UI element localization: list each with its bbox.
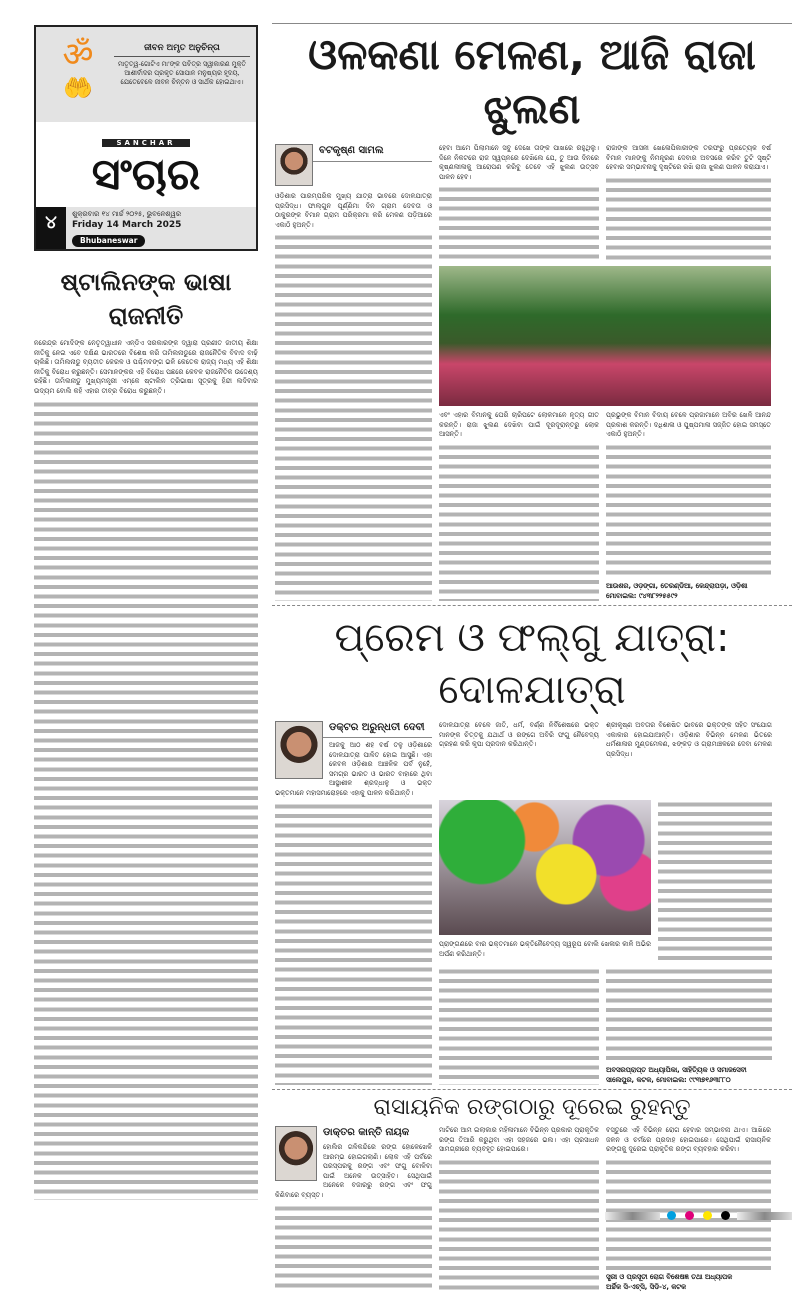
- text-lines: [275, 233, 432, 601]
- masthead: [34, 25, 258, 251]
- author-photo: [275, 721, 323, 779]
- text-lines: [34, 400, 258, 1200]
- om-symbol: ॐ: [42, 35, 114, 75]
- article1-column1: [275, 144, 432, 601]
- cyan-dot-icon: [667, 1211, 676, 1220]
- text-lines: [606, 443, 771, 579]
- article2-column2-cont: [439, 967, 599, 1085]
- quote-panel: [36, 27, 256, 122]
- text-lines: [275, 802, 432, 1085]
- article1-col3-cont: ପ୍ରଭୁଙ୍କ ବିମାନ ବିଦାୟ ବେଳେ ପ୍ରଜାମାନେ ଅବିର ଖେଳି ଆନନ୍ଦ ପ୍ରକାଶ କରନ୍ତି। ଦଧିଶାଳା ଓ ପୁଷ୍ପମାଳା ସଜ୍ଜିତ ହୋଇ ସମସ୍ତେ ଏକାଠି ହୁଅନ୍ତି।: [606, 411, 771, 440]
- author-header: [275, 721, 432, 799]
- article1-column3-cont: [606, 411, 771, 601]
- article1-author: ବଟକୃଷ୍ଣ ସାମଲ: [275, 144, 432, 158]
- left-article-body: ନରେନ୍ଦ୍ର ମୋଦିଙ୍କ ନେତୃତ୍ୱାଧୀନ ଏନ୍‌ଡିଏ ସରକାରଙ୍କ ଦ୍ୱାରା ପ୍ରଣୀତ ଜାତୀୟ ଶିକ୍ଷା ନୀତିକୁ ନେଇ ଏବେ ଦକ୍ଷିଣ ଭାରତରେ ବିଶେଷ କରି ତାମିଲନାଡୁରେ ରାଜନୈତିକ ବିବାଦ ବାଢ଼ି ଚାଲିଛି। ତାମିଲନାଡୁ ବ୍ୟତୀତ କେରଳ ଓ ପଶ୍ଚିମବଙ୍ଗ ଭଳି କେତେକ ରାଜ୍ୟ ମଧ୍ୟ ଏହି ଶିକ୍ଷା ନୀତିକୁ ବିରୋଧ କରୁଛନ୍ତି। ସେମାନଙ୍କର ଏହି ବିରୋଧ ପଛରେ କେବଳ ରାଜନୈତିକ ଉଦ୍ଦେଶ୍ୟ ରହିଛି। ତାମିଲନାଡୁ ମୁଖ୍ୟମନ୍ତ୍ରୀ ଏମ୍‌କେ ଷ୍ଟାଲିନ ତ୍ରିଭାଷା ସୂତ୍ରକୁ ହିନ୍ଦୀ ଲଦିବାର ଉଦ୍ୟମ ବୋଲି କହି ଏହାର ତୀବ୍ର ବିରୋଧ କରୁଛନ୍ତି।: [34, 339, 258, 397]
- text-lines: [658, 800, 772, 962]
- magenta-dot-icon: [685, 1211, 694, 1220]
- text-lines: [439, 443, 599, 601]
- left-column: [34, 25, 258, 1200]
- article2-author: ଡକ୍ଟର ଅରୁନ୍ଧତୀ ଦେବୀ: [275, 721, 432, 735]
- signoff-address: ଆଉଶର, ଓଡ଼ଙ୍ଗା, ତେରଣ୍ଡିଆ, କେନ୍ଦ୍ରାପଡ଼ା, ଓଡ଼ିଶା: [606, 582, 771, 592]
- text-lines: [439, 967, 599, 1085]
- author-photo: [275, 144, 313, 186]
- date-row: [72, 219, 252, 247]
- top-rule: [272, 23, 792, 24]
- black-dot-icon: [721, 1211, 730, 1220]
- logo-odia: ସଂଚାର: [36, 149, 256, 201]
- quote-title: ଜୀବନ ଅମୃତ ଅନୁଚିନ୍ତା: [114, 43, 250, 57]
- hands-icon: 🤲: [42, 75, 114, 101]
- article3-col2: ମାଟିରେ ଆମ ଇଲାକାର ମହିଳାମାନେ ବିଭିନ୍ନ ପ୍ରକାର ପ୍ରାକୃତିକ ରଙ୍ଗ ତିଆରି କରୁଥିବା ଏହା ସହଜରେ ଭଲ। ଏହା ପ୍ରସାଧନ ସାମଗ୍ରୀରେ ବ୍ୟବହୃତ ହୋଇପାରେ।: [439, 1126, 599, 1155]
- article3-col3: ବସ୍ତୁରେ ଏହି ବିଭିନ୍ନ ରୋଗ ହେବାର ସମ୍ଭାବନା ଥାଏ। ଆଖିରେ ଜଳନ ଓ ଚର୍ମରେ ପ୍ରଦାହ ହୋଇପାରେ। ସେଥିପାଇଁ ରାସାୟନିକ ରଙ୍ଗକୁ ଦୂରେଇ ପ୍ରାକୃତିକ ରଙ୍ଗ ବ୍ୟବହାର କରିବା।: [606, 1126, 771, 1155]
- article2-col2-cont: ପ୍ରାଙ୍ଗଣରେ ବାର ଭକ୍ତମାନେ ଭକ୍ତିନୈବେଦ୍ୟ ସ୍ୱରୂପ ବୋଲି ଖେଳାର କାଳି ଅଭିର ଅର୍ପଣ କରିଥାନ୍ତି।: [439, 940, 651, 959]
- article3-signoff: [606, 1273, 771, 1292]
- signoff-phone: ମୋବାଇଲ: ୯୪୩୮୨୨୫୫୯୨: [606, 592, 771, 602]
- text-lines: [606, 967, 772, 1063]
- article2-col1: ଆଜକୁ ଆଠ ଶହ ବର୍ଷ ତଳୁ ଓଡ଼ିଶାରେ ଦୋଳଯାତ୍ରା ପାଳିତ ହୋଇ ଆସୁଛି। ଏହା କେବଳ ଓଡ଼ିଶାର ଆଞ୍ଚଳିକ ପର୍ବ ନୁହେଁ, ସମଗ୍ର ଭାରତ ଓ ଭାରତ ବାହାରେ ଥିବା ଆସ୍ଥାଶୀଳ ଶ୍ରଦ୍ଧାଳୁ ଓ ଭକ୍ତ ଭକ୍ତମାନେ ମହାସମାରୋହରେ ଏହାକୁ ପାଳନ କରିଥାନ୍ତି।: [275, 741, 432, 799]
- article2: [272, 721, 792, 1085]
- article3-headline: ରାସାୟନିକ ରଙ୍ଗଠାରୁ ଦୂରେଇ ରୁହନ୍ତୁ: [272, 1094, 792, 1122]
- photo-caption-area: [439, 940, 651, 962]
- date-bar: [36, 207, 256, 249]
- date-english: Friday 14 March 2025: [72, 219, 181, 231]
- left-article-headline: ଷ୍ଟାଲିନଙ୍କ ଭାଷା ରାଜନୀତି: [34, 265, 258, 333]
- left-article: [34, 339, 258, 1200]
- signoff-address: ସାଲେପୁର, କଟକ, ମୋବାଇଲ: ୯୯୩୭୧୬୩୮୮୦: [606, 1076, 772, 1086]
- logo-english: SANCHAR: [102, 139, 189, 147]
- article1-column2-cont: [439, 411, 599, 601]
- article2-column3-beside-photo: [658, 800, 772, 962]
- signoff-title: ସ୍ତ୍ରୀ ଓ ପ୍ରସୂତୀ ରୋଗ ବିଶେଷଜ୍ଞ ତଥା ଅଧ୍ୟାପକ: [606, 1273, 771, 1283]
- article2-column2: [439, 721, 599, 795]
- text-lines: [439, 185, 599, 261]
- article2-headline: ପ୍ରେମ ଓ ଫଲ୍‌ଗୁ ଯାତ୍ରା: ଦୋଳଯାତ୍ରା: [272, 612, 792, 716]
- article2-column3: [606, 721, 772, 795]
- divider: [272, 1089, 792, 1090]
- date-odia: ଶୁକ୍ରବାର ୧୪ ମାର୍ଚ୍ଚ ୨୦୨୫, ଭୁବନେଶ୍ୱର: [72, 209, 252, 219]
- article2-column3-cont: [606, 967, 772, 1085]
- text-lines: [439, 1158, 599, 1292]
- date-info: [66, 207, 256, 249]
- holi-colors-photo: [439, 800, 651, 935]
- city-badge: Bhubaneswar: [72, 235, 145, 247]
- rath-festival-photo: [439, 266, 771, 406]
- article1-headline: ଓଳକଣା ମେଳଣ, ଆଜି ରାଜା ଝୁଲଣ: [272, 28, 792, 136]
- article2-col2: ଦୋଳଯାତ୍ରା ବେଳେ ଜାତି, ଧର୍ମ, ବର୍ଣ୍ଣ ନିର୍ବିଶେଷରେ ଭକ୍ତ ମାନଙ୍କ ଚିତ୍ତକୁ ଯଥାର୍ଥ ଓ ରଙ୍ଗେ ଅବିରି ଫଗୁ ନୈବେଦ୍ୟ ଗ୍ରହଣ କରି କୃପା ପ୍ରଦାନ କରିଥାନ୍ତି।: [439, 721, 599, 750]
- article1-col1: ଓଡ଼ିଶାର ପାରମ୍ପରିକ ମୁଖ୍ୟ ଯାତ୍ରା ଭାବରେ ଦୋଳଯାତ୍ରା ପ୍ରସିଦ୍ଧ। ଫାଲ୍‌ଗୁନ ପୂର୍ଣ୍ଣିମା ଦିନ ଗ୍ରାମ ଦେବତା ଓ ଠାକୁରଙ୍କ ବିମାନ ଗ୍ରାମ ପରିକ୍ରମା କରି ମେଳଣ ପଡ଼ିଆରେ ଏକାଠି ହୁଅନ୍ତି।: [275, 192, 432, 230]
- article2-column1: [275, 721, 432, 1085]
- om-hands-icon: [42, 35, 114, 114]
- signoff-title: ଅବସରପ୍ରାପ୍ତ ଅଧ୍ୟାପିକା, ସାହିତ୍ୟିକ ଓ ସମାଜସେବୀ: [606, 1066, 772, 1076]
- article2-col3: ଶ୍ରୀକୃଷ୍ଣ ଅବତାର ବିଶେଷିତ ଭାବରେ ଭକ୍ତଙ୍କ ସହିତ ସଂଯୋଗ ଏକାକାର ହୋଇଯାଆନ୍ତି। ଓଡ଼ିଶାର ବିଭିନ୍ନ ମେଳଣ ଭିତରେ ଧର୍ମଶାଳାର ମୁଣ୍ଡମେଳଣ, ଝଙ୍କଡ଼ ଓ ଗ୍ରାମାଞ୍ଚଳରେ ଦେବା ମେଳଣ ପ୍ରସିଦ୍ଧ।: [606, 721, 772, 759]
- divider: [272, 605, 792, 606]
- daily-quote: [114, 35, 250, 114]
- quote-text: ମାତୃତ୍ୱ-ଗୋଟିଏ ମା'ଙ୍କ ପବିତ୍ର ସ୍ୱୀକାରଣ ମୁକ୍ତି ଆଶୀର୍ବାଦର ପ୍ରକୃତ ସୋପାନ ମନୁଷ୍ୟର ହୃଦୟ, ଯେତେବେଳେ ଜୀବନ ଚିନ୍ତନ ଓ ସାର୍ଥକ ହୋଇଥାଏ।: [114, 60, 250, 87]
- article1-col3: ରାଜାଙ୍କ ଆସନୀ ଖେଳୋପିକାରୀଙ୍କ ତରଫରୁ ପ୍ରତ୍ୟେକ ବର୍ଷ ବିମାନ ମାନଙ୍କୁ ନିମନ୍ତ୍ରଣ ଦେବାର ଅବସରେ କରିବ ତୁଟି ସୃଷ୍ଟି ହେବାର ସମ୍ଭାବନାକୁ ଦୃଷ୍ଟିରେ ରଖି ରାଜା ଝୁଲଣ ପାଳନ କରାଯାଏ।: [606, 144, 771, 173]
- article1-col2: ହେବା ଆମେ ପିଲାମାନେ ସବୁ ଦେଖେ ତାଙ୍କ ପାଖରେ ରହୁଥିଲୁ। ଦିନେ ନିକଟରେ ରାଜ ସ୍ୱପ୍ନରେ ଦେଖିଲେ ଯେ, ତୁ ଆଉ ଦିନରେ କୃଷ୍ଣଲୀଳାକୁ ଆରୋପଣ କରିବୁ ତେବେ ଏହି ଝୁଲଣ ଉତ୍ସବ ପାଳନ ହେବ।: [439, 144, 599, 182]
- gray-scale-bar: [737, 1212, 792, 1220]
- text-lines: [606, 176, 771, 261]
- article1-col2-cont: ଏବଂ ଏହାର ବିମାନକୁ ଘେରି ଚାରିପଟେ ଲୋକମାନେ ନୃତ୍ୟ ଗୀତ କରନ୍ତି। ରାଜା ଝୁଲଣ ଦେଖିବା ପାଇଁ ଦୂରଦୂରାନ୍ତରୁ ଲୋକ ଆସନ୍ତି।: [439, 411, 599, 440]
- article1-signoff: [606, 582, 771, 601]
- yellow-dot-icon: [703, 1211, 712, 1220]
- article3-col1: ହୋଲିର ଗଳିକନ୍ଦିରେ ରଙ୍ଗ ହୋଳେଖେଳି ଆରମ୍ଭ ହୋଇଗଲାଣି। ଲୋକ ଏହି ପର୍ବରେ ପରସ୍ପରକୁ ରଙ୍ଗ ଏବଂ ଫଗୁ ବୋଳିବା ପାଇଁ ଅନେକ ଉତ୍ସାହିତ। ସେଥିପାଇଁ ଅନେକେ ବଜାରରୁ ରଙ୍ଗ ଏବଂ ଫଗୁ କିଣିବାରେ ବ୍ୟସ୍ତ।: [275, 1143, 432, 1201]
- article2-signoff: [606, 1066, 772, 1085]
- author-header: [275, 1126, 432, 1201]
- article1-column2: [439, 144, 599, 261]
- newspaper-logo: [36, 122, 256, 207]
- gray-scale-bar: [605, 1212, 660, 1220]
- author-header: [275, 144, 432, 189]
- author-photo: [275, 1126, 317, 1181]
- signoff-address: ଅର୍ଚ୍ଚିକ ସି-ଏଚ୍‌ସି, ସିଡି-୪, କଟକ: [606, 1283, 771, 1292]
- article1-column3: [606, 144, 771, 261]
- right-column: [272, 23, 792, 1292]
- article1: [272, 144, 792, 601]
- article3-author: ଡାକ୍ତର କାନ୍ତି ନାୟକ: [275, 1126, 432, 1140]
- page-number: ୪: [36, 207, 66, 249]
- print-registration-marks: [272, 1205, 792, 1217]
